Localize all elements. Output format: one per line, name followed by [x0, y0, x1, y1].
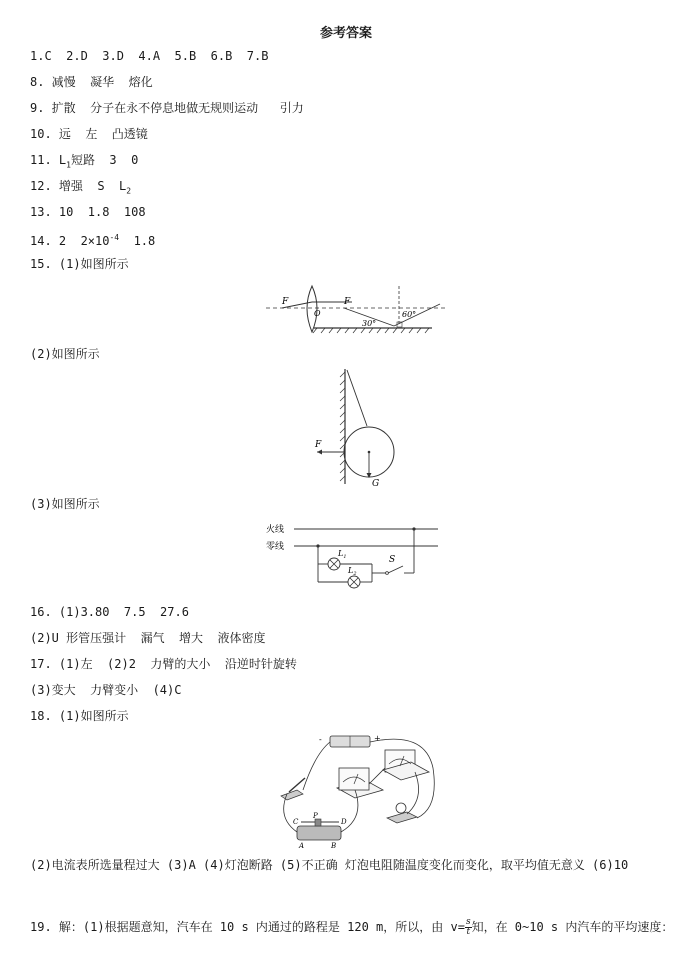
- switch-base: [281, 790, 303, 800]
- live-wire-label: 火线: [266, 525, 285, 535]
- gravity-G-label: G: [372, 479, 380, 489]
- answer-18-1: 18. (1)如图所示: [30, 709, 129, 723]
- slider-P-label: P: [313, 812, 318, 820]
- answer-14: 14. 2 $2\times 10^{-4}$ 1.8: [30, 233, 156, 248]
- answer-9: 9. 扩散 分子在永不停息地做无规则运动 引力: [30, 101, 304, 115]
- terminal-D-label: D: [341, 818, 347, 826]
- page-title: 参考答案: [319, 26, 372, 41]
- focus-label-right: F: [344, 297, 351, 307]
- lamp-L2-label: $L_2$: [348, 566, 357, 577]
- lamp-L2-cross: [350, 578, 358, 586]
- battery-plus-label: +: [374, 734, 381, 743]
- answer-11: 11. $L_1$短路 3 0: [30, 153, 139, 170]
- wall-hatching: [340, 372, 345, 481]
- angle-60-label: 60°: [402, 310, 417, 319]
- lamp-L1-label: $L_1$: [338, 549, 347, 560]
- answer-17-1: 17. (1)左 (2)2 力臂的大小 沿逆时针旋转: [30, 657, 297, 671]
- answer-15-1: 15. (1)如图所示: [30, 257, 129, 271]
- optical-center-label: O: [314, 309, 321, 318]
- answer-16-2: (2)U 形管压强计 漏气 增大 液体密度: [30, 631, 266, 645]
- neutral-wire-label: 零线: [266, 542, 285, 552]
- answer-18-2: (2)电流表所选量程过大 (3)A (4)灯泡断路 (5)不正确 灯泡电阻随温度变化而变化，取平均值无意义 (6)10: [30, 858, 629, 872]
- switch-contact: [386, 572, 389, 575]
- mirror-hatching: [313, 328, 429, 333]
- ball-wall-diagram: [305, 364, 405, 490]
- switch-blade: [388, 566, 403, 573]
- battery-minus-label: -: [319, 735, 322, 744]
- answer-8: 8. 减慢 凝华 熔化: [30, 75, 153, 89]
- rheostat: [297, 826, 341, 840]
- lamp-socket: [387, 812, 417, 823]
- answer-16-1: 16. (1)3.80 7.5 27.6: [30, 605, 189, 619]
- focus-label-left: F: [282, 297, 289, 307]
- rope: [347, 370, 367, 426]
- answer-1-7: 1.C 2.D 3.D 4.A 5.B 6.B 7.B: [30, 49, 269, 63]
- terminal-A-label: A: [299, 842, 305, 850]
- answer-13: 13. 10 1.8 108: [30, 205, 146, 219]
- terminal-C-label: C: [293, 818, 299, 826]
- lamp-L1-cross: [330, 560, 338, 568]
- experiment-circuit-figure: [275, 728, 445, 850]
- terminal-B-label: B: [331, 842, 337, 850]
- answer-12: 12. 增强 S $L_2$: [30, 179, 132, 196]
- answer-15-3: (3)如图所示: [30, 497, 100, 511]
- ammeter: [339, 768, 369, 790]
- lamp-bulb: [396, 803, 406, 813]
- force-F-arrowhead: [317, 450, 322, 455]
- switch-label: S: [389, 555, 396, 565]
- reflected-ray: [394, 304, 440, 326]
- answer-15-2: (2)如图所示: [30, 347, 100, 361]
- answer-10: 10. 远 左 凸透镜: [30, 127, 148, 141]
- velocity-fraction: $\frac{s}{t}$: [465, 917, 471, 937]
- answer-17-2: (3)变大 力臂变小 (4)C: [30, 683, 182, 697]
- answer-19: 19. 解：(1)根据题意知，汽车在 10 s 内通过的路程是 120 m，所以，由 v= $\frac{s}{t}$ 知，在 0~10 s 内汽车的平均速度：: [30, 917, 674, 937]
- household-circuit-diagram: [262, 518, 442, 598]
- force-F-label: F: [315, 440, 322, 450]
- lens-ray-diagram: [262, 282, 452, 342]
- rheostat-slider: [315, 819, 321, 826]
- angle-30-label: 30°: [362, 319, 377, 328]
